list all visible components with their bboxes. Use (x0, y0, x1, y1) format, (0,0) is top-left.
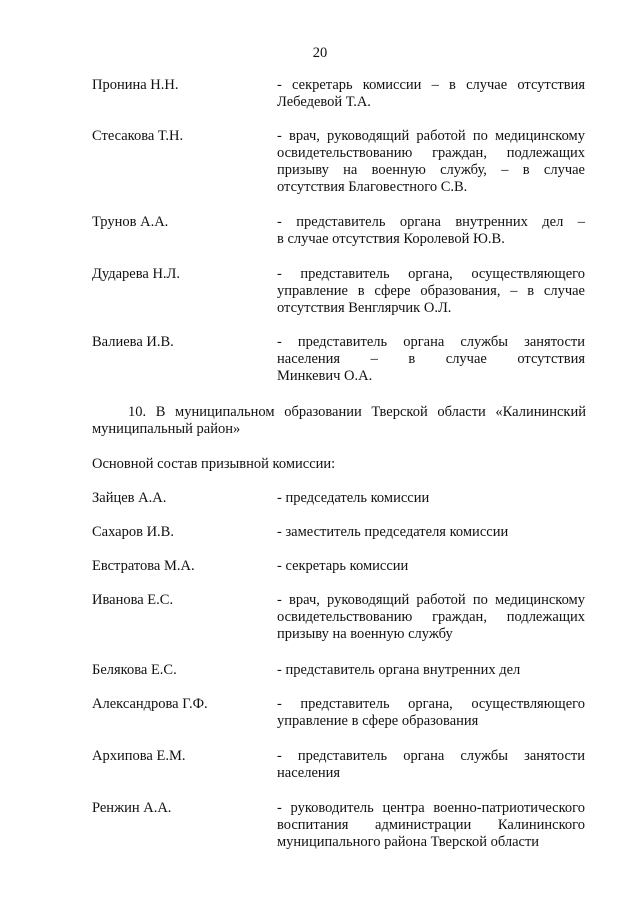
role-line: - представитель органа внутренних дел (277, 662, 521, 678)
role-line: - председатель комиссии (277, 490, 430, 506)
role-line: - представитель органа, осуществляющего (277, 266, 585, 282)
role-line: Лебедевой Т.А. (277, 94, 371, 110)
role-line: - представитель органа службы занятости (277, 334, 585, 350)
member-role (277, 662, 585, 679)
member-role (277, 128, 585, 196)
role-line: населения (277, 765, 341, 781)
role-line: управление в сфере образования (277, 713, 479, 729)
role-line: муниципального района Тверской области (277, 834, 540, 850)
member-role (277, 696, 585, 730)
role-line: - руководитель центра военно-патриотического (277, 800, 585, 816)
role-line: - врач, руководящий работой по медицинскому (277, 592, 585, 608)
member-name: Трунов А.А. (92, 214, 169, 230)
member-name: Белякова Е.С. (92, 662, 177, 678)
role-line: - секретарь комиссии (277, 558, 409, 574)
member-name: Сахаров И.В. (92, 524, 174, 540)
role-line: - секретарь комиссии – в случае отсутствия (277, 77, 585, 93)
role-line: отсутствия Благовестного С.В. (277, 179, 468, 195)
member-role (277, 266, 585, 317)
member-name: Дударева Н.Л. (92, 266, 180, 282)
member-name: Стесакова Т.Н. (92, 128, 184, 144)
member-name: Архипова Е.М. (92, 748, 186, 764)
role-line: воспитания администрации Калининского (277, 817, 585, 833)
page-number: 20 (312, 45, 328, 61)
member-name: Иванова Е.С. (92, 592, 174, 608)
member-role (277, 77, 585, 111)
role-line: отсутствия Венглярчик О.Л. (277, 300, 452, 316)
member-name: Зайцев А.А. (92, 490, 167, 506)
member-role (277, 748, 585, 782)
member-name: Ренжин А.А. (92, 800, 172, 816)
member-name: Валиева И.В. (92, 334, 174, 350)
role-line: освидетельствованию граждан, подлежащих (277, 145, 585, 161)
role-line: - представитель органа службы занятости (277, 748, 585, 764)
role-line: - врач, руководящий работой по медицинскому (277, 128, 585, 144)
role-line: - представитель органа, осуществляющего (277, 696, 585, 712)
role-line: - представитель органа внутренних дел – (277, 214, 585, 230)
composition-subheading-text: Основной состав призывной комиссии: (92, 456, 336, 472)
role-line: призыву на военную службу (277, 626, 453, 642)
role-line: призыву на военную службу, – в случае (277, 162, 585, 178)
member-name: Евстратова М.А. (92, 558, 195, 574)
member-role (277, 524, 585, 541)
member-role (277, 490, 585, 507)
member-name: Александрова Г.Ф. (92, 696, 208, 712)
role-line: освидетельствованию граждан, подлежащих (277, 609, 585, 625)
section-heading-line: 10. В муниципальном образовании Тверской области «Калининский (128, 404, 586, 420)
role-line: Минкевич О.А. (277, 368, 373, 384)
role-line: - заместитель председателя комиссии (277, 524, 509, 540)
role-line: в случае отсутствия Королевой Ю.В. (277, 231, 505, 247)
role-line: населения – в случае отсутствия (277, 351, 585, 367)
member-name: Пронина Н.Н. (92, 77, 179, 93)
member-role (277, 558, 585, 575)
composition-subheading (92, 456, 586, 473)
section-heading-line: муниципальный район» (92, 421, 241, 437)
member-role (277, 592, 585, 643)
member-role (277, 334, 585, 385)
role-line: управление в сфере образования, – в случае (277, 283, 585, 299)
member-role (277, 214, 585, 248)
section-heading (92, 404, 586, 438)
member-role (277, 800, 585, 851)
